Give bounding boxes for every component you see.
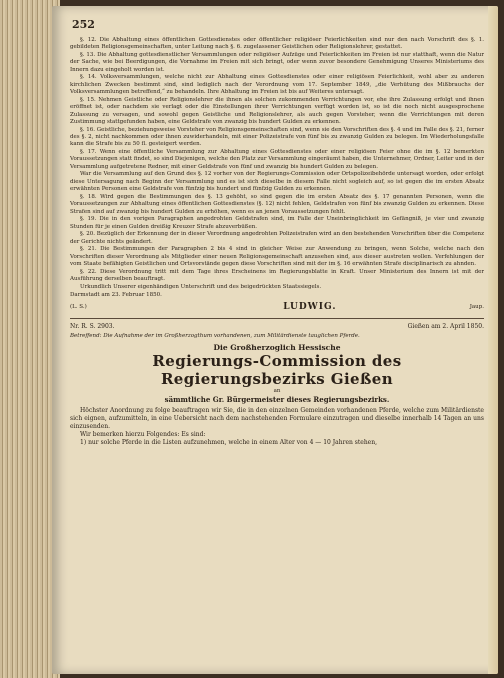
paragraph: §. 12. Die Abhaltung eines öffentlichen Gottesdienstes oder öffentlicher religiöser Feierlichkeiten sind nur den nach Vorschrift des §. 1. gebildeten Religionsgemeinschaften, unter Leitung nach §. 6. zugelassener Geistlichen oder Religionslehrer, gestattet. [70, 37, 484, 51]
signature-name: LUDWIG. [283, 302, 337, 313]
notice-number: Nr. R. S. 2903. [70, 323, 115, 331]
page-content [70, 18, 484, 447]
paragraph: §. 20. Bezüglich der Erkennung der in dieser Verordnung angedrohten Polizeistrafen wird an den bestehenden Vorschriften über die Competenz der Gerichte nichts geändert. [70, 231, 484, 245]
paragraph: §. 22. Diese Verordnung tritt mit dem Tage ihres Erscheinens im Regierungsblatte in Kraft. Unser Ministerium des Innern ist mit der Ausführung derselben beauftragt. [70, 268, 484, 283]
notice-body [70, 407, 484, 447]
authority-title: Regierungs-Commission des Regierungsbezirks Gießen [152, 352, 402, 389]
place-date: Darmstadt am 23. Februar 1850. [70, 292, 162, 299]
book-page [52, 6, 498, 674]
signature-row [70, 302, 484, 312]
closing-line: Urkundlich Unserer eigenhändigen Unterschrift und des beigedrückten Staatssiegels. [80, 283, 322, 290]
notice-paragraph: Wir bemerken hierzu Folgendes: Es sind: [80, 431, 206, 439]
subject-text: Die Aufnahme der im Großherzogthum vorhandenen, zum Militärdienste tauglichen Pferde. [103, 333, 360, 340]
paragraph: §. 21. Die Bestimmungen der Paragraphen 2 bis 4 sind in gleicher Weise zur Anwendung zu bringen, wenn Solche, welche nach den Vorschriften dieser Verordnung als Mitglieder einer neuen Religionsgemeinschaft anzusehen sind, aus dieser austreten wollen. Verfehlungen der vom Staate befähigten Geistlichen und Ortsvorstände gegen diese Vorschriften sind mit der im §. 16 erwähnten Strafe disciplinarisch zu ahnden. [70, 246, 484, 268]
authority-line: Die Großherzoglich Hessische [213, 343, 341, 353]
paragraph: War die Versammlung auf den Grund des §. 12 vorher von der Regierungs-Commission oder Ortspolizeibehörde untersagt worden, oder erfolgt diese Untersagung nach Beginn der Versammlung und es ist sich dieselbe in diesem Falle nicht sogleich auf, so ist gegen die im ersten Absatz erwähnten Personen eine Geldstrafe von fünfzig bis hundert und fünfzig Gulden zu erkennen. [70, 171, 484, 193]
notice-paragraph: Höchster Anordnung zu folge beauftragen wir Sie, die in den einzelnen Gemeinden vorhandenen Pferde, welche zum Militärdienste sich eignen, aufzumitteln, in eine Uebersicht nach dem nachstehenden Formulare einzutragen und dieselbe innerhalb 14 Tagen an uns einzusenden. [70, 407, 484, 431]
paragraph: §. 19. Die in den vorigen Paragraphen angedrohten Geldstrafen sind, im Falle der Uneinbringlichkeit im Gefängniß, je vier und zwanzig Stunden für je einen Gulden dreißig Kreuzer Strafe abzuverbüßen. [70, 216, 484, 230]
subject-reference [70, 333, 484, 340]
paragraph: §. 18. Wird gegen die Bestimmungen des §. 13 gehöht, so sind gegen die im ersten Absatz des §. 17 genannten Personen, wenn die Voraussetzungen zur Abhaltung eines öffentlichen Gottesdienstes (§. 12) nicht fehlen, Geldstrafen von fünf bis zwanzig Gulden zu erkennen. Diese Strafen sind auf zwanzig bis hundert Gulden zu erhöhen, wenn es an jenen Voraussetzungen fehlt. [70, 193, 484, 215]
addressee-connector: an [273, 388, 281, 395]
countersignature: Jaup. [469, 304, 484, 311]
paragraph: §. 13. Die Abhaltung gottesdienstlicher Versammlungen oder religiöser Aufzüge und Feierlichkeiten im Freien ist nur statthaft, wenn die Natur der Sache, wie bei Beerdigungen, die Vornahme im Freien mit sich bringt, oder wenn zuvor besondere Genehmigung Unseres Ministeriums des Innern dazu eingeholt worden ist. [70, 52, 484, 73]
decree-paragraphs [70, 37, 484, 299]
page-edge-strip [488, 6, 498, 674]
paragraph: §. 16. Geistliche, beziehungsweise Vorsteher von Religionsgemeinschaften sind, wenn sie den Vorschriften des §. 4 und im Falle des §. 21, ferner des §. 2, nicht nachkommen oder ihnen zuwiderhandeln, mit einer Polizeistrafe von fünf bis zu zwanzig Gulden zu belegen. Im Wiederholungsfalle kann die Strafe bis zu 50 fl. gesteigert werden. [70, 126, 485, 148]
notice-section [70, 323, 484, 447]
notice-header [70, 323, 484, 331]
addressee-line: sämmtliche Gr. Bürgermeister dieses Regierungsbezirks. [164, 395, 390, 405]
notice-place-date: Gießen am 2. April 1850. [407, 323, 484, 331]
paragraph: §. 17. Wenn eine öffentliche Versammlung zur Abhaltung eines Gottesdienstes oder einer religiösen Feier ohne die im §. 12 bemerkten Voraussetzungen statt findet, so sind Diejenigen, welche den Platz zur Versammlung eingeräumt haben, die Unternehmer, Ordner, Leiter und in der Versammlung aufgetretene Redner, mit einer Geldstrafe von fünf und zwanzig bis hundert Gulden zu belegen. [70, 149, 484, 170]
paragraph: §. 15. Nehmen Geistliche oder Religionslehrer die ihnen als solchen zukommenden Verrichtungen vor, ehe ihre Zulassung erfolgt und ihnen eröffnet ist, oder nachdem sie verlagt oder die Einstellungen ihrer Verrichtungen verfügt worden ist, so ist die noch nicht ausgesprochene Zulassung zu versagen, und sowohl gegen Geistliche und Religionslehrer, als auch gegen Vorsteher, wenn die Verrichtungen mit deren Zustimmung stattgefunden haben, eine Geldstrafe von zwanzig bis hundert Gulden zu erkennen. [70, 96, 484, 126]
book-page-edges [0, 0, 60, 678]
paragraph: §. 14. Volksversammlungen, welche nicht zur Abhaltung eines Gottesdienstes oder einer religiösen Feierlichkeit, wohl aber zu anderen kirchlichen Zwecken bestimmt sind, sind lediglich nach der Verordnung vom 17. September 1849, „die Verhütung des Mißbrauchs der Volksversammlungen betreffend,“ zu behandeln. Ihre Abhaltung im Freien ist bis auf Weiteres untersagt. [70, 74, 484, 96]
subject-label: Betreffend: [70, 333, 102, 340]
section-divider [70, 318, 484, 319]
page-number: 252 [72, 18, 95, 31]
notice-paragraph: 1) nur solche Pferde in die Listen aufzunehmen, welche in einem Alter von 4 — 10 Jahren stehen, [80, 439, 378, 447]
seal-mark: (L. S.) [70, 304, 87, 311]
